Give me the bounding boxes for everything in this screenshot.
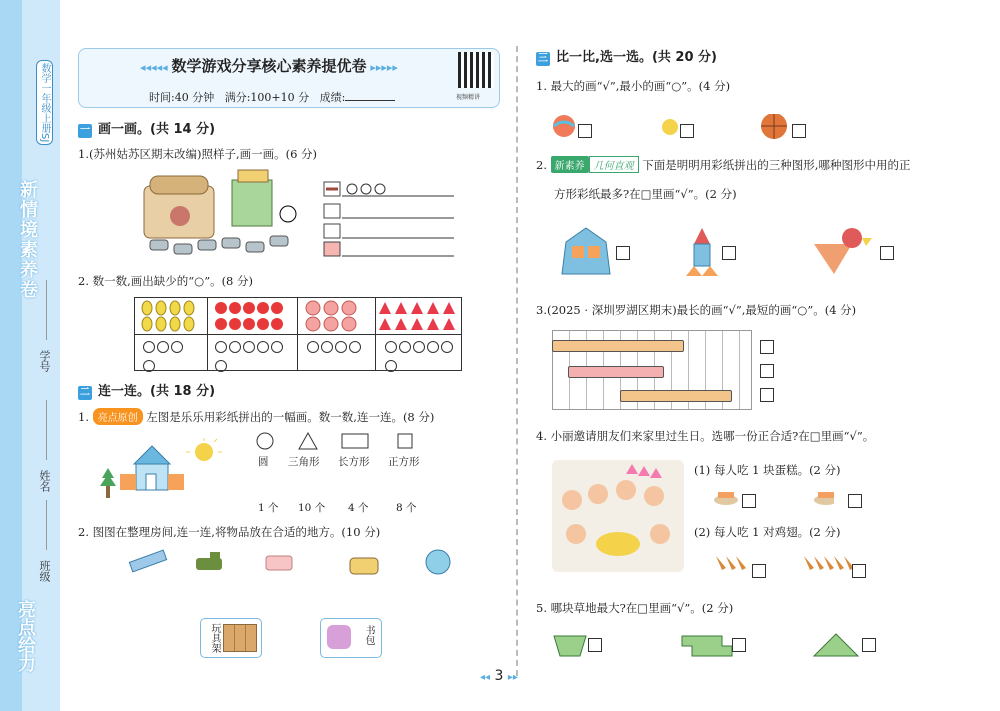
section3-q4-1: (1) 每人吃 1 块蛋糕。(2 分)	[694, 463, 841, 477]
field-class: 班级	[38, 560, 51, 582]
section2-q1-tag: 亮点原创	[93, 408, 143, 425]
answer-box[interactable]	[732, 638, 746, 652]
section1-q2: 2. 数一数,画出缺少的“○”。(8 分)	[78, 274, 254, 288]
cake-plates	[714, 488, 834, 508]
section3-q2-line2: 方形彩纸最多?在□里画“√”。(2 分)	[554, 187, 737, 201]
answer-box[interactable]	[742, 494, 756, 508]
birthday-party-illustration	[552, 460, 684, 572]
answer-box[interactable]	[752, 564, 766, 578]
prev-page-icon: ◂◂	[480, 672, 491, 683]
section2-q1: 1. 亮点原创 左图是乐乐用彩纸拼出的一幅画。数一数,连一连。(8 分)	[78, 410, 435, 424]
shelf-icon	[223, 624, 257, 652]
header-box	[78, 48, 500, 108]
arrow-left-icon: ◂◂◂◂◂	[140, 61, 172, 74]
page-number: ◂◂ 3 ▸▸	[480, 668, 518, 684]
section1-badge: 一	[80, 125, 90, 136]
field-line	[46, 280, 47, 340]
circles-tomatoes	[215, 338, 285, 376]
section3-badge: 三	[538, 53, 548, 64]
time-label: 时间:40 分钟	[149, 91, 215, 104]
shape-label-triangle: 三角形	[288, 456, 320, 468]
answer-box[interactable]	[588, 638, 602, 652]
qr-label: 视频精讲	[456, 94, 481, 101]
room-items-illustration	[126, 546, 466, 586]
sidebar-brand: 新情境素养卷	[17, 180, 38, 300]
arrow-right-icon: ▸▸▸▸▸	[366, 61, 398, 74]
section3-title: 三 比一比,选一选。(共 20 分)	[538, 50, 717, 65]
pencil-2	[568, 366, 664, 378]
answer-box[interactable]	[760, 364, 774, 378]
field-line	[46, 400, 47, 460]
section3-q4-2: (2) 每人吃 1 对鸡翅。(2 分)	[694, 525, 841, 539]
next-page-icon: ▸▸	[507, 672, 518, 683]
result-blank	[345, 100, 395, 101]
answer-box[interactable]	[792, 124, 806, 138]
count-label: 10 个	[298, 502, 326, 514]
pencil-3	[620, 390, 732, 402]
section2-title: 二 连一连。(共 18 分)	[80, 384, 216, 399]
count-label: 1 个	[258, 502, 279, 514]
new-literacy-tag: 新素养	[551, 156, 589, 173]
count-label: 4 个	[348, 502, 369, 514]
schoolbag-icon	[327, 625, 351, 649]
circles-apples	[143, 338, 185, 376]
section2-q2: 2. 图图在整理房间,连一连,将物品放在合适的地方。(10 分)	[78, 525, 381, 539]
schoolbag-card	[320, 618, 382, 658]
answer-box[interactable]	[848, 494, 862, 508]
sidebar-subject: 数学一年级上册SJ	[36, 60, 53, 145]
answer-box[interactable]	[578, 124, 592, 138]
section3-q1: 1. 最大的画“√”,最小的画“○”。(4 分)	[536, 79, 731, 93]
column-divider	[516, 46, 518, 676]
field-line	[46, 500, 47, 550]
answer-box[interactable]	[862, 638, 876, 652]
toy-shelf-card	[200, 618, 262, 658]
schoolbag-label: 书包	[363, 625, 374, 645]
circles-strawberries	[385, 338, 461, 376]
section1-title: 一 画一画。(共 14 分)	[80, 122, 216, 137]
party-people	[552, 460, 684, 572]
answer-box[interactable]	[760, 340, 774, 354]
answer-box[interactable]	[722, 246, 736, 260]
section3-q4: 4. 小丽邀请朋友们来家里过生日。选哪一份正合适?在□里画“√”。	[536, 429, 875, 443]
section3-q3: 3.(2025 · 深圳罗湖区期末)最长的画“√”,最短的画“○”。(4 分)	[536, 303, 857, 317]
shape-label-rectangle: 长方形	[338, 456, 370, 468]
count-table	[134, 297, 462, 371]
answer-box[interactable]	[760, 388, 774, 402]
field-name: 姓名	[38, 470, 51, 492]
result-label: 成绩:	[319, 91, 346, 104]
score-label: 满分:100+10 分	[224, 91, 310, 104]
qr-code-icon[interactable]	[458, 52, 494, 88]
shape-label-square: 正方形	[388, 456, 420, 468]
field-student-id: 学号	[38, 350, 51, 372]
answer-box[interactable]	[680, 124, 694, 138]
circles-peaches	[307, 338, 363, 357]
pencil-1	[552, 340, 684, 352]
section2-badge: 二	[80, 387, 90, 398]
answer-box[interactable]	[880, 246, 894, 260]
section1-q1: 1.(苏州姑苏区期末改编)照样子,画一画。(6 分)	[78, 147, 318, 161]
shape-icons	[254, 430, 424, 452]
fruit-row	[135, 298, 461, 334]
draw-example-rows	[322, 180, 457, 260]
page-title: ◂◂◂◂◂ 数学游戏分享核心素养提优卷 ▸▸▸▸▸	[140, 57, 398, 75]
shape-label-circle: 圆	[258, 456, 269, 468]
section3-q5: 5. 哪块草地最大?在□里画“√”。(2 分)	[536, 601, 734, 615]
sidebar-brand-bottom: 亮点给力	[15, 600, 36, 672]
geometry-tag: 几何直观	[589, 156, 639, 173]
count-label: 8 个	[396, 502, 417, 514]
header-info	[149, 89, 395, 105]
answer-box[interactable]	[616, 246, 630, 260]
answer-box[interactable]	[852, 564, 866, 578]
section3-q2: 2. 新素养 几何直观 下面是明明用彩纸拼出的三种图形,哪种图形中用的正	[536, 158, 911, 172]
toy-room-illustration	[140, 166, 300, 258]
toy-shelf-label: 玩具架	[209, 623, 220, 653]
house-illustration	[94, 438, 224, 502]
chicken-wings	[714, 552, 854, 576]
